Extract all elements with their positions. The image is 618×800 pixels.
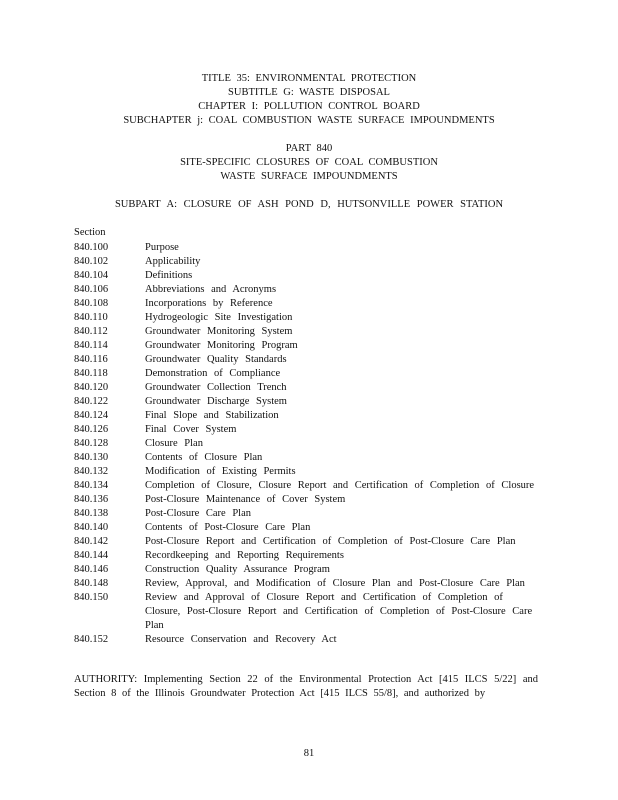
section-title: Groundwater Quality Standards	[145, 354, 287, 365]
section-number: 840.112	[74, 326, 108, 337]
section-row	[74, 311, 544, 325]
section-number: 840.110	[74, 312, 108, 323]
section-title: Post-Closure Maintenance of Cover System	[145, 494, 346, 505]
section-row	[74, 549, 544, 563]
section-row	[74, 325, 544, 339]
section-number: 840.116	[74, 354, 108, 365]
section-number: 840.120	[74, 382, 109, 393]
page-number: 81	[303, 748, 315, 759]
section-title: Post-Closure Report and Certification of Completion of Post-Closure Care Plan	[145, 536, 516, 547]
section-number: 840.146	[74, 564, 109, 575]
section-number: 840.134	[74, 480, 109, 491]
section-row	[74, 451, 544, 465]
section-row	[74, 255, 544, 269]
section-row	[74, 465, 544, 479]
section-title: Contents of Post-Closure Care Plan	[145, 522, 311, 533]
section-row	[74, 591, 544, 633]
section-title: Resource Conservation and Recovery Act	[145, 634, 337, 645]
section-title: Groundwater Collection Trench	[145, 382, 287, 393]
section-title: Groundwater Discharge System	[145, 396, 287, 407]
section-number: 840.132	[74, 466, 109, 477]
section-row	[74, 521, 544, 535]
section-number: 840.108	[74, 298, 109, 309]
section-title: Incorporations by Reference	[145, 298, 273, 309]
section-row	[74, 241, 544, 255]
section-column-heading: Section	[74, 227, 106, 238]
section-number: 840.152	[74, 634, 109, 645]
chapter-line: CHAPTER I: POLLUTION CONTROL BOARD	[198, 101, 420, 112]
section-row	[74, 409, 544, 423]
section-number: 840.130	[74, 452, 109, 463]
subpart-heading: SUBPART A: CLOSURE OF ASH POND D, HUTSONVILLE POWER STATION	[114, 199, 504, 210]
section-row	[74, 535, 544, 549]
section-row	[74, 563, 544, 577]
section-title: Final Cover System	[145, 424, 237, 435]
part-title-line-1: SITE-SPECIFIC CLOSURES OF COAL COMBUSTION	[180, 157, 438, 168]
section-title: Construction Quality Assurance Program	[145, 564, 330, 575]
section-number: 840.142	[74, 536, 109, 547]
section-title: Recordkeeping and Reporting Requirements	[145, 550, 344, 561]
section-number: 840.148	[74, 578, 109, 589]
section-number: 840.102	[74, 256, 109, 267]
subchapter-line: SUBCHAPTER j: COAL COMBUSTION WASTE SURFACE IMPOUNDMENTS	[123, 115, 495, 126]
section-list	[74, 241, 544, 647]
section-title: Final Slope and Stabilization	[145, 410, 279, 421]
section-title: Post-Closure Care Plan	[145, 508, 251, 519]
section-title: Groundwater Monitoring Program	[145, 340, 298, 351]
section-row	[74, 507, 544, 521]
section-title: Abbreviations and Acronyms	[145, 284, 277, 295]
section-title: Groundwater Monitoring System	[145, 326, 293, 337]
section-row	[74, 633, 544, 647]
section-number: 840.140	[74, 522, 109, 533]
section-title: Contents of Closure Plan	[145, 452, 263, 463]
section-row	[74, 283, 544, 297]
section-number: 840.104	[74, 270, 109, 281]
section-row	[74, 381, 544, 395]
section-number: 840.128	[74, 438, 109, 449]
section-title: Modification of Existing Permits	[145, 466, 296, 477]
section-title: Purpose	[145, 242, 179, 253]
section-number: 840.114	[74, 340, 108, 351]
section-number: 840.122	[74, 396, 109, 407]
section-title: Applicability	[145, 256, 201, 267]
authority-note: AUTHORITY: Implementing Section 22 of the Environmental Protection Act [415 ILCS 5/22] and Section 8 of the Illinois Groundwater Protection Act [415 ILCS 55/8], and authorized by	[74, 674, 538, 699]
section-row	[74, 437, 544, 451]
section-title: Closure Plan	[145, 438, 203, 449]
section-number: 840.138	[74, 508, 109, 519]
section-row	[74, 367, 544, 381]
section-title: Demonstration of Compliance	[145, 368, 281, 379]
section-row	[74, 479, 544, 493]
part-number: PART 840	[285, 143, 333, 154]
subtitle-line: SUBTITLE G: WASTE DISPOSAL	[228, 87, 390, 98]
section-row	[74, 339, 544, 353]
section-number: 840.124	[74, 410, 109, 421]
section-number: 840.126	[74, 424, 109, 435]
section-number: 840.118	[74, 368, 108, 379]
section-title: Completion of Closure, Closure Report and Certification of Completion of Closure	[145, 480, 535, 491]
section-row	[74, 395, 544, 409]
section-number: 840.100	[74, 242, 109, 253]
part-title-line-2: WASTE SURFACE IMPOUNDMENTS	[220, 171, 398, 182]
section-title: Review, Approval, and Modification of Closure Plan and Post-Closure Care Plan	[145, 578, 525, 589]
title-line: TITLE 35: ENVIRONMENTAL PROTECTION	[201, 73, 417, 84]
section-number: 840.136	[74, 494, 109, 505]
section-row	[74, 423, 544, 437]
section-title: Review and Approval of Closure Report and Certification of Completion of Closure, Post-Closure Report and Certification of Completion of Post-Closure Care Plan	[145, 592, 533, 631]
section-number: 840.106	[74, 284, 109, 295]
section-number: 840.144	[74, 550, 109, 561]
section-number: 840.150	[74, 592, 109, 603]
section-title: Hydrogeologic Site Investigation	[145, 312, 293, 323]
section-row	[74, 353, 544, 367]
section-row	[74, 493, 544, 507]
section-title: Definitions	[145, 270, 193, 281]
section-row	[74, 297, 544, 311]
section-row	[74, 577, 544, 591]
section-row	[74, 269, 544, 283]
